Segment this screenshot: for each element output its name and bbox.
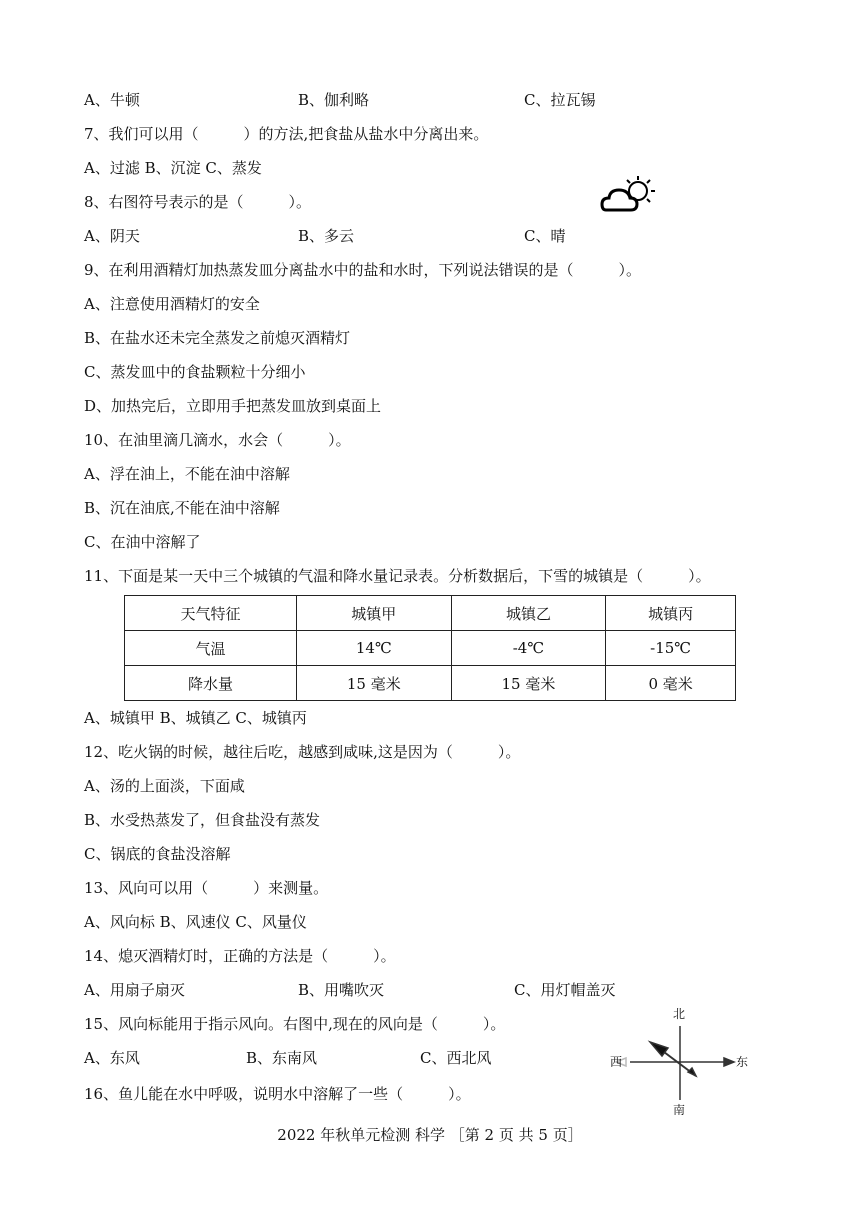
compass-north-label: 北 (673, 1007, 686, 1021)
table-cell: -4℃ (451, 631, 606, 666)
wind-vane-diagram (606, 1004, 754, 1120)
question-14: 14、熄灭酒精灯时，正确的方法是（ ）。 (84, 947, 396, 965)
q10-option-a: A、浮在油上，不能在油中溶解 (84, 465, 290, 483)
compass-south-label: 南 (673, 1103, 686, 1117)
q9-option-d: D、加热完后，立即用手把蒸发皿放到桌面上 (84, 397, 382, 415)
q9-option-c: C、蒸发皿中的食盐颗粒十分细小 (84, 363, 306, 381)
q12-option-c: C、锅底的食盐没溶解 (84, 845, 231, 863)
q15-option-a: A、东风 (84, 1049, 140, 1067)
question-16: 16、鱼儿能在水中呼吸，说明水中溶解了一些（ ）。 (84, 1085, 471, 1103)
question-8: 8、右图符号表示的是（ ）。 (84, 193, 312, 211)
compass-west-label: 西 (610, 1055, 623, 1069)
q12-option-b: B、水受热蒸发了，但食盐没有蒸发 (84, 811, 321, 829)
q6-option-a: A、牛顿 (84, 91, 140, 109)
table-cell: 15 毫米 (451, 666, 606, 701)
q11-options: A、城镇甲 B、城镇乙 C、城镇丙 (84, 709, 307, 727)
table-header-cell: 天气特征 (125, 596, 297, 631)
q9-option-a: A、注意使用酒精灯的安全 (84, 295, 260, 313)
table-cell: -15℃ (606, 631, 736, 666)
question-11: 11、下面是某一天中三个城镇的气温和降水量记录表。分析数据后，下雪的城镇是（ ）。 (84, 567, 711, 585)
q14-option-b: B、用嘴吹灭 (298, 981, 385, 999)
q9-option-b: B、在盐水还未完全蒸发之前熄灭酒精灯 (84, 329, 351, 347)
q10-option-b: B、沉在油底,不能在油中溶解 (84, 499, 280, 517)
table-cell: 15 毫米 (296, 666, 451, 701)
question-12: 12、吃火锅的时候，越往后吃，越感到咸味,这是因为（ ）。 (84, 743, 521, 761)
table-header-row (125, 596, 736, 631)
table-cell: 降水量 (125, 666, 297, 701)
compass-east-label: 东 (736, 1055, 749, 1069)
question-15: 15、风向标能用于指示风向。右图中,现在的风向是（ ）。 (84, 1015, 506, 1033)
partly-cloudy-icon (600, 174, 660, 218)
table-cell: 气温 (125, 631, 297, 666)
table-cell: 0 毫米 (606, 666, 736, 701)
question-13: 13、风向可以用（ ）来测量。 (84, 879, 329, 897)
q8-option-a: A、阴天 (84, 227, 140, 245)
page-footer: 2022 年秋单元检测 科学 ［第 2 页 共 5 页］ (277, 1126, 583, 1144)
q6-option-c: C、拉瓦锡 (524, 91, 596, 109)
question-7: 7、我们可以用（ ）的方法,把食盐从盐水中分离出来。 (84, 125, 489, 143)
q12-option-a: A、汤的上面淡，下面咸 (84, 777, 245, 795)
table-header-cell: 城镇甲 (296, 596, 451, 631)
q14-option-c: C、用灯帽盖灭 (514, 981, 616, 999)
q15-option-b: B、东南风 (246, 1049, 318, 1067)
q7-options: A、过滤 B、沉淀 C、蒸发 (84, 159, 262, 177)
weather-table (124, 595, 736, 701)
table-row (125, 666, 736, 701)
table-header-cell: 城镇乙 (451, 596, 606, 631)
question-10: 10、在油里滴几滴水，水会（ ）。 (84, 431, 351, 449)
q14-option-a: A、用扇子扇灭 (84, 981, 185, 999)
q8-option-c: C、晴 (524, 227, 566, 245)
table-row (125, 631, 736, 666)
q15-option-c: C、西北风 (420, 1049, 492, 1067)
q6-option-b: B、伽利略 (298, 91, 370, 109)
q13-options: A、风向标 B、风速仪 C、风量仪 (84, 913, 307, 931)
table-header-cell: 城镇丙 (606, 596, 736, 631)
q8-option-b: B、多云 (298, 227, 355, 245)
q10-option-c: C、在油中溶解了 (84, 533, 201, 551)
table-cell: 14℃ (296, 631, 451, 666)
question-9: 9、在利用酒精灯加热蒸发皿分离盐水中的盐和水时，下列说法错误的是（ ）。 (84, 261, 642, 279)
